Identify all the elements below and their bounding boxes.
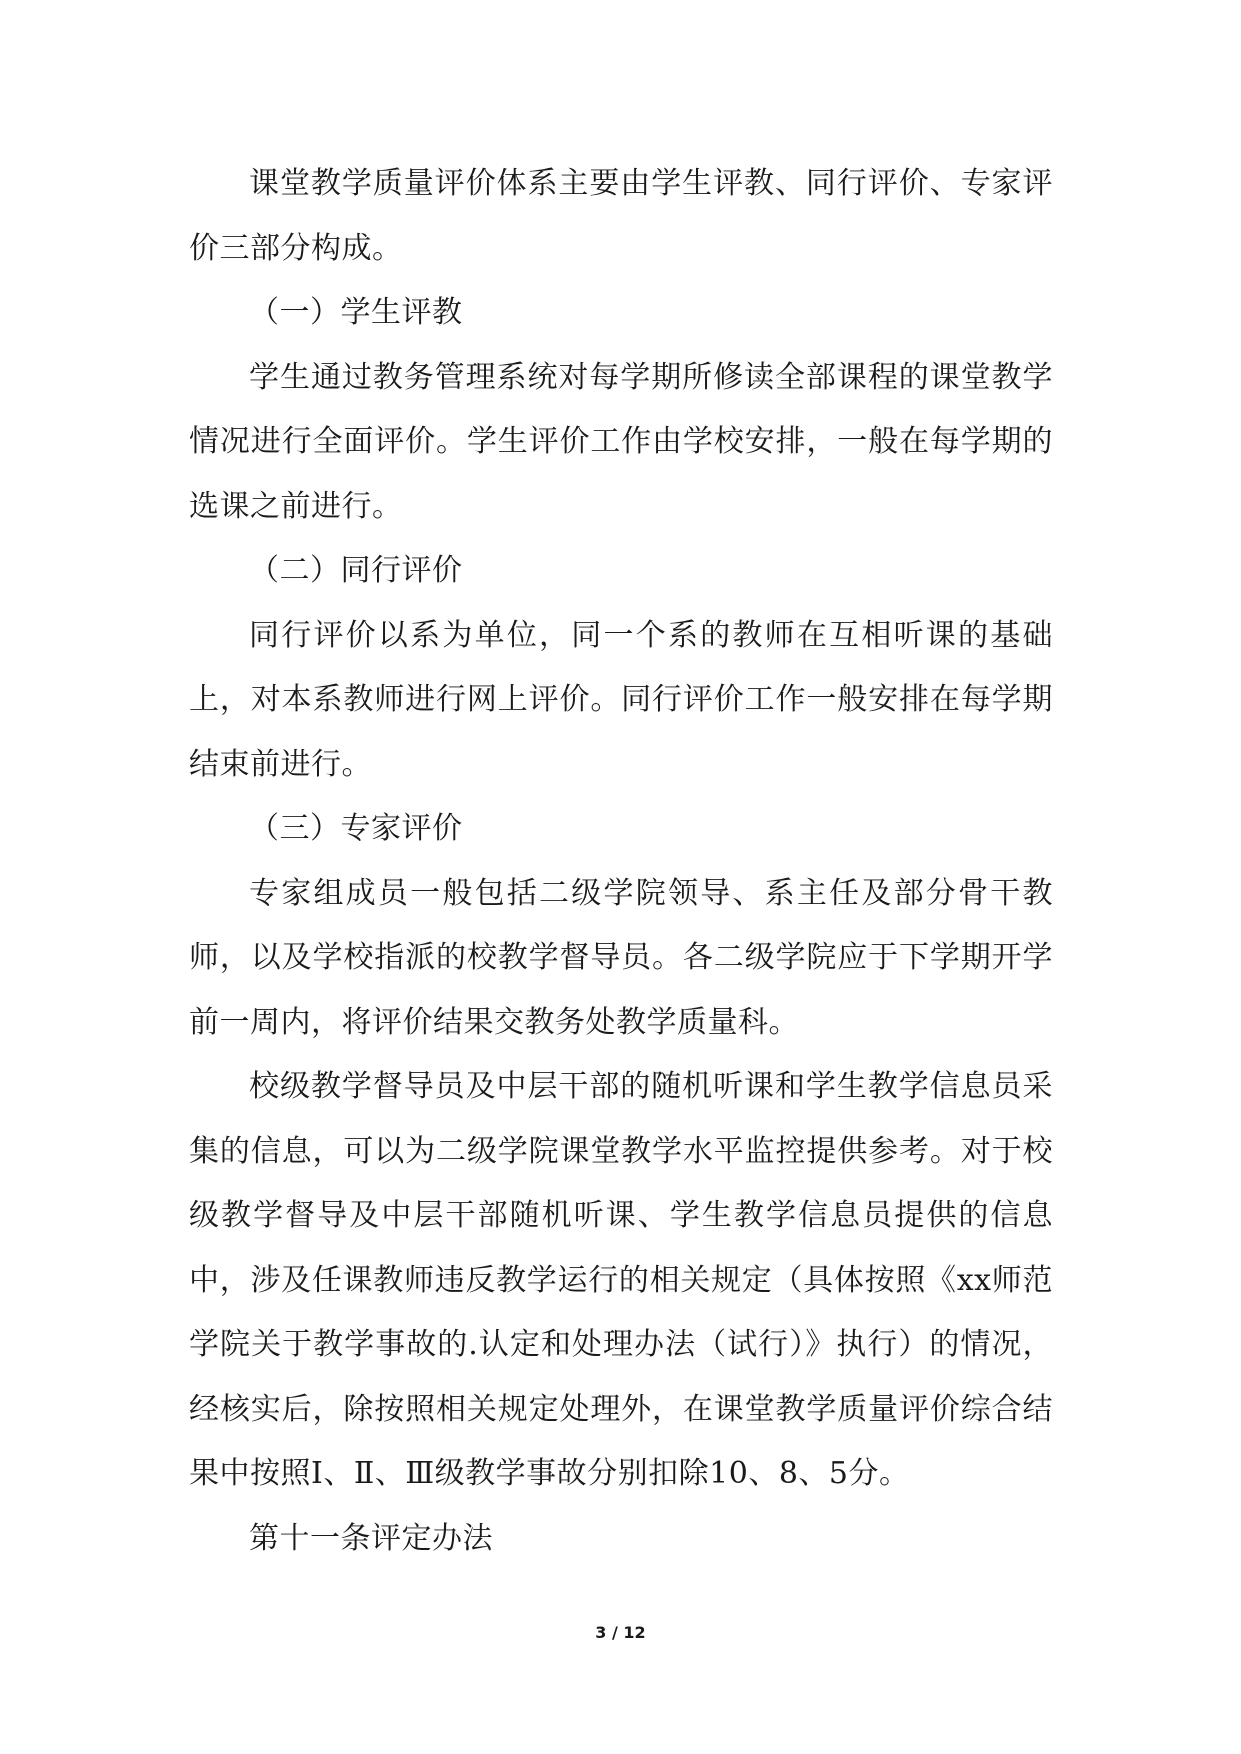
- paragraph-student-evaluation: 学生通过教务管理系统对每学期所修读全部课程的课堂教学情况进行全面评价。学生评价工作由学校安排，一般在每学期的选课之前进行。: [189, 359, 1053, 524]
- page-number: 3 / 12: [595, 1623, 646, 1642]
- heading-peer-evaluation: （二）同行评价: [249, 553, 463, 588]
- heading-article-eleven: 第十一条评定办法: [249, 1520, 493, 1556]
- paragraph-supervision-info: 校级教学督导员及中层干部的随机听课和学生教学信息员采集的信息，可以为二级学院课堂教学水平监控提供参考。对于校级教学督导及中层干部随机听课、学生教学信息员提供的信息中，涉及任课教师违反教学运行的相关规定（具体按照《xx师范学院关于教学事故的.认定和处理办法（试行）》执行）的情况，经核实后，除按照相关规定处理外，在课堂教学质量评价综合结果中按照Ⅰ、Ⅱ、Ⅲ级教学事故分别扣除10、8、5分。: [189, 1069, 1053, 1491]
- paragraph-expert-evaluation: 专家组成员一般包括二级学院领导、系主任及部分骨干教师，以及学校指派的校教学督导员。各二级学院应于下学期开学前一周内，将评价结果交教务处教学质量科。: [189, 875, 1053, 1040]
- page-body: [189, 152, 1053, 1571]
- paragraph-evaluation-system: 课堂教学质量评价体系主要由学生评教、同行评价、专家评价三部分构成。: [189, 166, 1053, 266]
- paragraph-peer-evaluation: 同行评价以系为单位，同一个系的教师在互相听课的基础上，对本系教师进行网上评价。同行评价工作一般安排在每学期结束前进行。: [189, 617, 1053, 782]
- heading-expert-evaluation: （三）专家评价: [249, 811, 463, 846]
- heading-student-evaluation: （一）学生评教: [249, 295, 463, 330]
